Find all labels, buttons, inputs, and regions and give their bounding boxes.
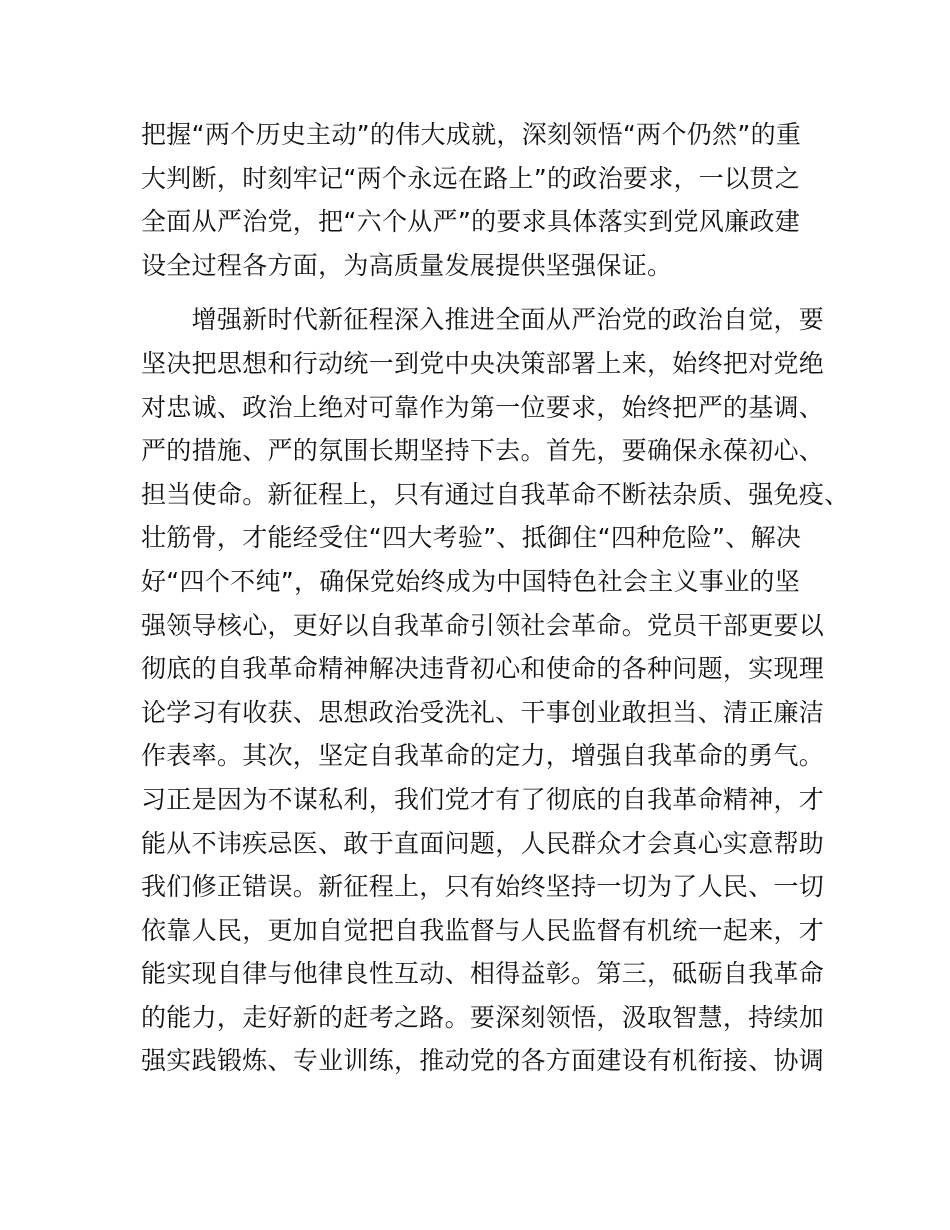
text-line: 设全过程各方面，为高质量发展提供坚强保证。 [141, 250, 673, 280]
text-line: 能实现自律与他律良性互动、相得益彰。第三，砥砺自我革命 [141, 959, 825, 989]
text-line: 把握“两个历史主动”的伟大成就，深刻领悟“两个仍然”的重 [141, 120, 802, 149]
text-line: 我们修正错误。新征程上，只有始终坚持一切为了人民、一切 [141, 872, 825, 902]
text-line: 习正是因为不谋私利，我们党才有了彻底的自我革命精神，才 [141, 784, 825, 814]
paragraph-1 [141, 113, 831, 287]
text-line: 严的措施、严的氛围长期坚持下去。首先，要确保永葆初心、 [141, 436, 825, 466]
text-line: 的能力，走好新的赶考之路。要深刻领悟，汲取智慧，持续加 [141, 1002, 825, 1032]
text-line: 彻底的自我革命精神解决违背初心和使命的各种问题，实现理 [141, 654, 825, 684]
text-line: 大判断，时刻牢记“两个永远在路上”的政治要求，一以贯之 [141, 163, 801, 193]
text-line: 能从不讳疾忌医、敢于直面问题，人民群众才会真心实意帮助 [141, 828, 825, 858]
text-line: 强领导核心，更好以自我革命引领社会革命。党员干部更要以 [141, 610, 825, 640]
text-line: 依靠人民，更加自觉把自我监督与人民监督有机统一起来，才 [141, 915, 825, 945]
text-line: 强实践锻炼、专业训练，推动党的各方面建设有机衔接、协调 [141, 1046, 825, 1076]
text-line: 坚决把思想和行动统一到党中央决策部署上来，始终把对党绝 [141, 348, 825, 378]
text-line: 对忠诚、政治上绝对可靠作为第一位要求，始终把严的基调、 [141, 392, 825, 422]
text-line: 作表率。其次，坚定自我革命的定力，增强自我革命的勇气。 [141, 741, 825, 771]
text-line: 好“四个不纯”，确保党始终成为中国特色社会主义事业的坚 [141, 566, 801, 596]
text-line: 增强新时代新征程深入推进全面从严治党的政治自觉，要 [141, 305, 825, 335]
paragraph-2 [141, 298, 850, 1083]
text-line: 担当使命。新征程上，只有通过自我革命不断祛杂质、强免疫、 [141, 479, 850, 509]
text-line: 壮筋骨，才能经受住“四大考验”、抵御住“四种危险”、解决 [141, 523, 802, 553]
text-line: 全面从严治党，把“六个从严”的要求具体落实到党风廉政建 [141, 207, 801, 237]
text-line: 论学习有收获、思想政治受洗礼、干事创业敢担当、清正廉洁 [141, 697, 825, 727]
body-text [141, 113, 850, 1083]
